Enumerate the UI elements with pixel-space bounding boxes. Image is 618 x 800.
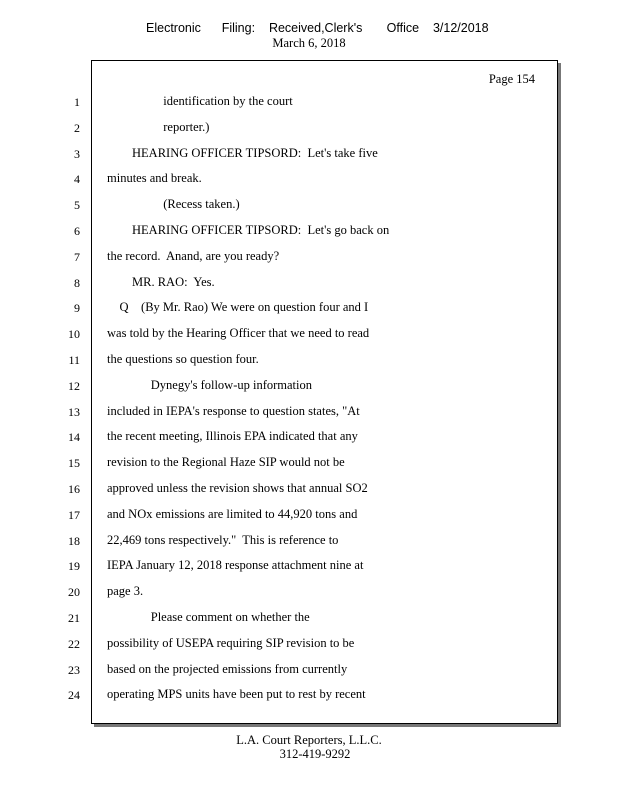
- line-number: 19: [68, 559, 80, 573]
- page-number: Page 154: [488, 72, 535, 86]
- footer-phone: 312-419-9292: [279, 747, 351, 761]
- line-number: 11: [68, 353, 80, 367]
- line-text: revision to the Regional Haze SIP would not be: [107, 455, 345, 469]
- line-number: 18: [68, 534, 80, 548]
- line-text: the recent meeting, Illinois EPA indicated that any: [107, 429, 358, 443]
- filing-stamp: Electronic Filing: Received,Clerk's Office 3/12/2018: [146, 21, 489, 35]
- line-number: 24: [68, 688, 80, 702]
- line-text: HEARING OFFICER TIPSORD: Let's go back on: [107, 223, 390, 237]
- line-text: (Recess taken.): [107, 197, 240, 211]
- line-number: 1: [74, 95, 80, 109]
- line-number: 16: [68, 482, 80, 496]
- line-text: HEARING OFFICER TIPSORD: Let's take five: [107, 146, 378, 160]
- line-text: 22,469 tons respectively." This is reference to: [107, 533, 339, 547]
- line-text: included in IEPA's response to question states, "At: [107, 404, 360, 418]
- line-text: the questions so question four.: [107, 352, 259, 366]
- line-number: 5: [74, 198, 80, 212]
- line-number: 7: [74, 250, 80, 264]
- line-number: 2: [74, 121, 80, 135]
- line-text: minutes and break.: [107, 171, 202, 185]
- line-text: page 3.: [107, 584, 144, 598]
- line-number: 20: [68, 585, 80, 599]
- line-number: 21: [68, 611, 80, 625]
- line-number: 14: [68, 430, 80, 444]
- line-number: 4: [74, 172, 80, 186]
- line-text: reporter.): [107, 120, 210, 134]
- line-text: based on the projected emissions from currently: [107, 662, 348, 676]
- line-text: MR. RAO: Yes.: [107, 275, 215, 289]
- line-number: 8: [74, 276, 80, 290]
- line-text: the record. Anand, are you ready?: [107, 249, 280, 263]
- line-text: identification by the court: [107, 94, 293, 108]
- line-number: 13: [68, 405, 80, 419]
- line-text: approved unless the revision shows that annual SO2: [107, 481, 368, 495]
- line-number: 17: [68, 508, 80, 522]
- footer-company: L.A. Court Reporters, L.L.C.: [236, 733, 382, 747]
- line-number: 3: [74, 147, 80, 161]
- line-number: 10: [68, 327, 80, 341]
- line-number: 22: [68, 637, 80, 651]
- line-text: Q (By Mr. Rao) We were on question four and I: [107, 300, 369, 314]
- line-text: Dynegy's follow-up information: [107, 378, 313, 392]
- line-number: 12: [68, 379, 80, 393]
- line-text: possibility of USEPA requiring SIP revision to be: [107, 636, 355, 650]
- filing-date: March 6, 2018: [272, 36, 346, 50]
- line-text: IEPA January 12, 2018 response attachment nine at: [107, 558, 364, 572]
- line-number: 9: [74, 301, 80, 315]
- line-text: operating MPS units have been put to rest by recent: [107, 687, 366, 701]
- line-text: Please comment on whether the: [107, 610, 310, 624]
- line-text: and NOx emissions are limited to 44,920 tons and: [107, 507, 358, 521]
- line-number: 23: [68, 663, 80, 677]
- line-text: was told by the Hearing Officer that we need to read: [107, 326, 370, 340]
- line-number: 15: [68, 456, 80, 470]
- line-number: 6: [74, 224, 80, 238]
